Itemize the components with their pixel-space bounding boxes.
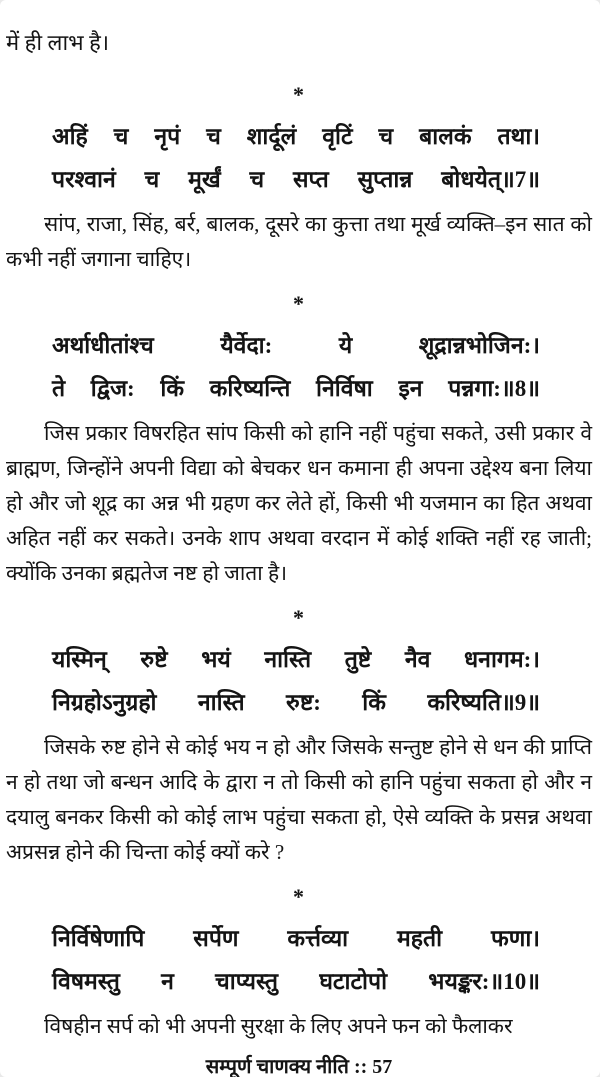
verse-9-explanation: जिसके रुष्ट होने से कोई भय न हो और जिसके सन्तुष्ट होने से धन की प्राप्ति न हो तथा जो बन्धन आदि के द्वारा न तो किसी को हानि पहुंचा सकता हो और न दयालु बनकर किसी को कोई लाभ पहुंचा सकता हो, ऐसे व्यक्ति के प्रसन्न अथवा अप्रसन्न होने की चिन्ता कोई क्यों करे ?	[6, 735, 592, 864]
continuation-line: में ही लाभ है।	[6, 30, 110, 55]
verse-line: विषमस्तु न चाप्यस्तु घटाटोपो भयङ्कर:॥10॥	[52, 969, 540, 994]
verse-line: ते द्विज: किं करिष्यन्ति निर्विषा इन पन्नगा:॥8॥	[52, 376, 540, 401]
verse-line: परश्वानं च मूर्खं च सप्त सुप्तान्न बोधयेत्॥7॥	[52, 167, 540, 192]
section-separator-asterisk: *	[293, 82, 305, 107]
section-separator-asterisk: *	[293, 605, 305, 630]
verse-7	[52, 115, 540, 201]
verse-line: अहिं च नृपं च शार्दूलं वृटिं च बालकं तथा।	[52, 124, 540, 149]
page-footer: सम्पूर्ण चाणक्य नीति :: 57	[205, 1056, 393, 1077]
verse-8	[52, 324, 540, 410]
section-separator-asterisk: *	[293, 291, 305, 316]
verse-line: यस्मिन् रुष्टे भयं नास्ति तुष्टे नैव धनागम:।	[52, 647, 540, 672]
verse-line: अर्थाधीतांश्च यैर्वेदा: ये शूद्रान्नभोजिन:।	[52, 333, 540, 358]
verse-line: निग्रहोऽनुग्रहो नास्ति रुष्ट: किं करिष्यति॥9॥	[52, 690, 540, 715]
verse-line: निर्विषेणापि सर्पेण कर्त्तव्या महती फणा।	[52, 926, 540, 951]
verse-8-explanation: जिस प्रकार विषरहित सांप किसी को हानि नहीं पहुंचा सकते, उसी प्रकार वे ब्राह्मण, जिन्होंने अपनी विद्या को बेचकर धन कमाना ही अपना उद्देश्य बना लिया हो और जो शूद्र का अन्न भी ग्रहण कर लेते हों, किसी भी यजमान का हित अथवा अहित नहीं कर सकते। उनके शाप अथवा वरदान में कोई शक्ति नहीं रह जाती; क्योंकि उनका ब्रह्मतेज नष्ट हो जाता है।	[6, 421, 592, 585]
verse-7-explanation: सांप, राजा, सिंह, बर्र, बालक, दूसरे का कुत्ता तथा मूर्ख व्यक्ति–इन सात को कभी नहीं जगाना चाहिए।	[6, 212, 592, 271]
verse-9	[52, 638, 540, 724]
section-separator-asterisk: *	[293, 884, 305, 909]
verse-10	[52, 917, 540, 1003]
verse-10-explanation: विषहीन सर्प को भी अपनी सुरक्षा के लिए अपने फन को फैलाकर	[44, 1014, 513, 1038]
